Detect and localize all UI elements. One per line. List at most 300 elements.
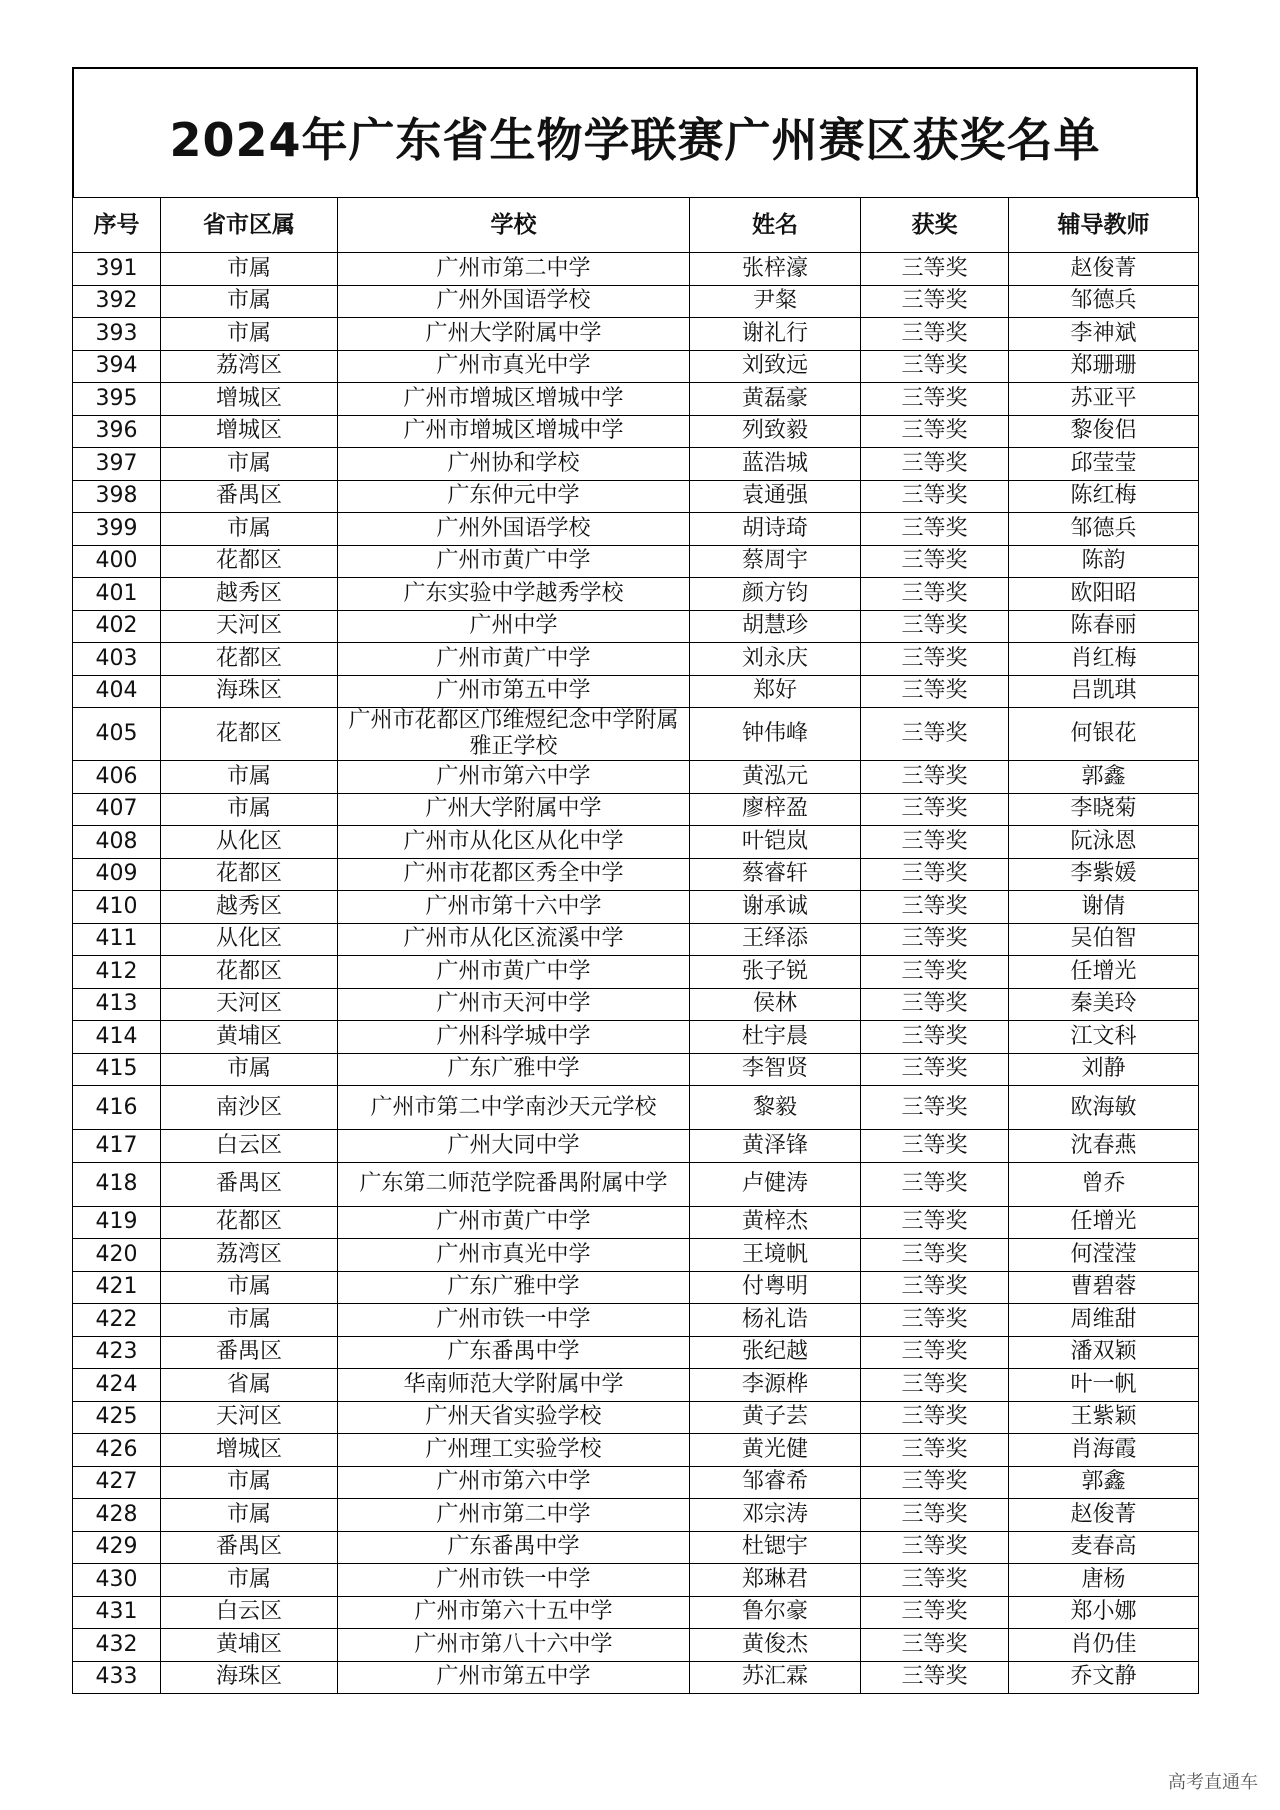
cell-award: 三等奖 — [861, 1596, 1009, 1629]
cell-district: 花都区 — [161, 1206, 338, 1239]
cell-school: 广东番禺中学 — [338, 1531, 690, 1564]
cell-district: 市属 — [161, 318, 338, 351]
cell-name: 钟伟峰 — [690, 708, 861, 761]
cell-award: 三等奖 — [861, 285, 1009, 318]
cell-school: 广州市第二中学 — [338, 253, 690, 286]
cell-teacher: 邹德兵 — [1009, 285, 1199, 318]
cell-name: 张纪越 — [690, 1336, 861, 1369]
cell-award: 三等奖 — [861, 1206, 1009, 1239]
cell-award: 三等奖 — [861, 513, 1009, 546]
cell-district: 花都区 — [161, 708, 338, 761]
table-row — [73, 350, 1199, 383]
cell-district: 市属 — [161, 253, 338, 286]
table-row — [73, 285, 1199, 318]
table-row — [73, 513, 1199, 546]
col-header-award: 获奖 — [861, 198, 1009, 253]
table-row — [73, 1596, 1199, 1629]
cell-number: 431 — [73, 1596, 161, 1629]
cell-name: 黄子芸 — [690, 1401, 861, 1434]
cell-school: 广州市真光中学 — [338, 1239, 690, 1272]
cell-teacher: 乔文静 — [1009, 1661, 1199, 1694]
cell-school: 广东番禺中学 — [338, 1336, 690, 1369]
cell-district: 市属 — [161, 448, 338, 481]
cell-number: 415 — [73, 1053, 161, 1086]
cell-teacher: 欧阳昭 — [1009, 578, 1199, 611]
cell-name: 鲁尔豪 — [690, 1596, 861, 1629]
table-row — [73, 1239, 1199, 1272]
cell-teacher: 吕凯琪 — [1009, 675, 1199, 708]
cell-school: 广州市第五中学 — [338, 1661, 690, 1694]
cell-name: 颜方钧 — [690, 578, 861, 611]
cell-award: 三等奖 — [861, 1021, 1009, 1054]
cell-teacher: 黎俊侣 — [1009, 415, 1199, 448]
cell-district: 荔湾区 — [161, 350, 338, 383]
col-header-number: 序号 — [73, 198, 161, 253]
cell-school: 广东广雅中学 — [338, 1053, 690, 1086]
cell-award: 三等奖 — [861, 318, 1009, 351]
cell-name: 谢礼行 — [690, 318, 861, 351]
cell-teacher: 唐杨 — [1009, 1564, 1199, 1597]
cell-award: 三等奖 — [861, 1434, 1009, 1467]
title-box — [72, 67, 1198, 197]
cell-school: 广州大同中学 — [338, 1130, 690, 1163]
cell-award: 三等奖 — [861, 1531, 1009, 1564]
table-row — [73, 643, 1199, 676]
cell-district: 花都区 — [161, 643, 338, 676]
cell-number: 424 — [73, 1369, 161, 1402]
cell-teacher: 何银花 — [1009, 708, 1199, 761]
cell-award: 三等奖 — [861, 1466, 1009, 1499]
cell-number: 401 — [73, 578, 161, 611]
cell-name: 杜宇晨 — [690, 1021, 861, 1054]
cell-teacher: 欧海敏 — [1009, 1086, 1199, 1130]
cell-number: 428 — [73, 1499, 161, 1532]
cell-name: 廖梓盈 — [690, 793, 861, 826]
cell-teacher: 叶一帆 — [1009, 1369, 1199, 1402]
cell-teacher: 邹德兵 — [1009, 513, 1199, 546]
cell-number: 433 — [73, 1661, 161, 1694]
table-row — [73, 1271, 1199, 1304]
cell-school: 广州协和学校 — [338, 448, 690, 481]
cell-district: 南沙区 — [161, 1086, 338, 1130]
table-row — [73, 1162, 1199, 1206]
cell-teacher: 李紫媛 — [1009, 858, 1199, 891]
table-row — [73, 1466, 1199, 1499]
cell-award: 三等奖 — [861, 253, 1009, 286]
cell-award: 三等奖 — [861, 1369, 1009, 1402]
cell-number: 426 — [73, 1434, 161, 1467]
table-row — [73, 253, 1199, 286]
cell-number: 396 — [73, 415, 161, 448]
cell-district: 花都区 — [161, 545, 338, 578]
cell-district: 市属 — [161, 1564, 338, 1597]
cell-name: 叶铠岚 — [690, 826, 861, 859]
table-row — [73, 923, 1199, 956]
table-row — [73, 1369, 1199, 1402]
cell-district: 市属 — [161, 1304, 338, 1337]
cell-district: 市属 — [161, 1271, 338, 1304]
cell-district: 增城区 — [161, 383, 338, 416]
cell-award: 三等奖 — [861, 1271, 1009, 1304]
table-row — [73, 1336, 1199, 1369]
cell-name: 杨礼诰 — [690, 1304, 861, 1337]
cell-school: 广州市黄广中学 — [338, 545, 690, 578]
cell-district: 黄埔区 — [161, 1629, 338, 1662]
cell-school: 广州外国语学校 — [338, 285, 690, 318]
cell-award: 三等奖 — [861, 610, 1009, 643]
cell-teacher: 吴伯智 — [1009, 923, 1199, 956]
table-row — [73, 1401, 1199, 1434]
cell-number: 410 — [73, 891, 161, 924]
cell-district: 黄埔区 — [161, 1021, 338, 1054]
cell-name: 王境帆 — [690, 1239, 861, 1272]
cell-number: 400 — [73, 545, 161, 578]
cell-teacher: 苏亚平 — [1009, 383, 1199, 416]
table-row — [73, 708, 1199, 761]
cell-school: 广东第二师范学院番禺附属中学 — [338, 1162, 690, 1206]
page-title: 2024年广东省生物学联赛广州赛区获奖名单 — [169, 113, 1101, 167]
cell-school: 广州市黄广中学 — [338, 956, 690, 989]
cell-school: 广州市铁一中学 — [338, 1304, 690, 1337]
cell-award: 三等奖 — [861, 578, 1009, 611]
table-row — [73, 578, 1199, 611]
table-row — [73, 383, 1199, 416]
cell-name: 邓宗涛 — [690, 1499, 861, 1532]
cell-teacher: 肖海霞 — [1009, 1434, 1199, 1467]
cell-school: 广州市从化区从化中学 — [338, 826, 690, 859]
cell-award: 三等奖 — [861, 1053, 1009, 1086]
cell-school: 华南师范大学附属中学 — [338, 1369, 690, 1402]
cell-teacher: 郭鑫 — [1009, 761, 1199, 794]
table-row — [73, 545, 1199, 578]
col-header-district: 省市区属 — [161, 198, 338, 253]
cell-award: 三等奖 — [861, 956, 1009, 989]
cell-award: 三等奖 — [861, 826, 1009, 859]
cell-number: 393 — [73, 318, 161, 351]
cell-name: 尹粲 — [690, 285, 861, 318]
cell-school: 广州市第六中学 — [338, 1466, 690, 1499]
cell-school: 广州市天河中学 — [338, 988, 690, 1021]
cell-number: 421 — [73, 1271, 161, 1304]
cell-name: 郑琳君 — [690, 1564, 861, 1597]
cell-number: 430 — [73, 1564, 161, 1597]
cell-award: 三等奖 — [861, 988, 1009, 1021]
cell-award: 三等奖 — [861, 1304, 1009, 1337]
table-row — [73, 675, 1199, 708]
cell-school: 广东仲元中学 — [338, 480, 690, 513]
table-row — [73, 1021, 1199, 1054]
cell-district: 番禺区 — [161, 480, 338, 513]
cell-award: 三等奖 — [861, 1499, 1009, 1532]
cell-school: 广州外国语学校 — [338, 513, 690, 546]
cell-teacher: 阮泳恩 — [1009, 826, 1199, 859]
cell-school: 广东广雅中学 — [338, 1271, 690, 1304]
table-row — [73, 1053, 1199, 1086]
cell-award: 三等奖 — [861, 1239, 1009, 1272]
cell-school: 广州中学 — [338, 610, 690, 643]
cell-teacher: 秦美玲 — [1009, 988, 1199, 1021]
cell-teacher: 陈春丽 — [1009, 610, 1199, 643]
award-table — [72, 197, 1199, 1694]
cell-number: 392 — [73, 285, 161, 318]
cell-number: 412 — [73, 956, 161, 989]
cell-name: 苏汇霖 — [690, 1661, 861, 1694]
cell-district: 越秀区 — [161, 891, 338, 924]
table-row — [73, 1499, 1199, 1532]
cell-district: 增城区 — [161, 1434, 338, 1467]
cell-number: 405 — [73, 708, 161, 761]
cell-name: 卢健涛 — [690, 1162, 861, 1206]
cell-school: 广州科学城中学 — [338, 1021, 690, 1054]
cell-number: 394 — [73, 350, 161, 383]
cell-name: 付粤明 — [690, 1271, 861, 1304]
cell-name: 黄泽锋 — [690, 1130, 861, 1163]
cell-district: 增城区 — [161, 415, 338, 448]
cell-teacher: 郑珊珊 — [1009, 350, 1199, 383]
cell-award: 三等奖 — [861, 1086, 1009, 1130]
cell-award: 三等奖 — [861, 761, 1009, 794]
cell-number: 409 — [73, 858, 161, 891]
cell-award: 三等奖 — [861, 643, 1009, 676]
table-row — [73, 988, 1199, 1021]
cell-school: 广州市从化区流溪中学 — [338, 923, 690, 956]
col-header-name: 姓名 — [690, 198, 861, 253]
cell-district: 番禺区 — [161, 1162, 338, 1206]
cell-teacher: 肖仍佳 — [1009, 1629, 1199, 1662]
cell-number: 423 — [73, 1336, 161, 1369]
cell-teacher: 李晓菊 — [1009, 793, 1199, 826]
cell-teacher: 谢倩 — [1009, 891, 1199, 924]
cell-number: 391 — [73, 253, 161, 286]
cell-teacher: 王紫颖 — [1009, 1401, 1199, 1434]
cell-district: 从化区 — [161, 826, 338, 859]
table-row — [73, 1086, 1199, 1130]
cell-name: 王绎添 — [690, 923, 861, 956]
cell-name: 刘永庆 — [690, 643, 861, 676]
table-row — [73, 415, 1199, 448]
cell-number: 420 — [73, 1239, 161, 1272]
cell-award: 三等奖 — [861, 1130, 1009, 1163]
cell-teacher: 邱莹莹 — [1009, 448, 1199, 481]
table-row — [73, 1531, 1199, 1564]
cell-district: 越秀区 — [161, 578, 338, 611]
table-row — [73, 956, 1199, 989]
table-row — [73, 480, 1199, 513]
cell-award: 三等奖 — [861, 793, 1009, 826]
table-row — [73, 826, 1199, 859]
cell-teacher: 刘静 — [1009, 1053, 1199, 1086]
cell-number: 406 — [73, 761, 161, 794]
cell-number: 398 — [73, 480, 161, 513]
cell-award: 三等奖 — [861, 1661, 1009, 1694]
table-row — [73, 318, 1199, 351]
cell-number: 395 — [73, 383, 161, 416]
table-row — [73, 858, 1199, 891]
cell-school: 广州市第二中学 — [338, 1499, 690, 1532]
cell-school: 广州市黄广中学 — [338, 643, 690, 676]
cell-school: 广州市第五中学 — [338, 675, 690, 708]
table-row — [73, 1564, 1199, 1597]
cell-number: 414 — [73, 1021, 161, 1054]
cell-district: 海珠区 — [161, 1661, 338, 1694]
cell-name: 谢承诚 — [690, 891, 861, 924]
cell-school: 广州市第六中学 — [338, 761, 690, 794]
cell-teacher: 曹碧蓉 — [1009, 1271, 1199, 1304]
cell-teacher: 任增光 — [1009, 1206, 1199, 1239]
cell-district: 省属 — [161, 1369, 338, 1402]
cell-teacher: 郑小娜 — [1009, 1596, 1199, 1629]
cell-award: 三等奖 — [861, 1162, 1009, 1206]
cell-name: 刘致远 — [690, 350, 861, 383]
cell-award: 三等奖 — [861, 480, 1009, 513]
table-row — [73, 1434, 1199, 1467]
cell-name: 邹睿希 — [690, 1466, 861, 1499]
cell-district: 市属 — [161, 513, 338, 546]
cell-award: 三等奖 — [861, 1336, 1009, 1369]
cell-number: 397 — [73, 448, 161, 481]
cell-school: 广州理工实验学校 — [338, 1434, 690, 1467]
cell-number: 419 — [73, 1206, 161, 1239]
cell-teacher: 赵俊菁 — [1009, 253, 1199, 286]
cell-teacher: 周维甜 — [1009, 1304, 1199, 1337]
cell-name: 黄光健 — [690, 1434, 861, 1467]
cell-teacher: 沈春燕 — [1009, 1130, 1199, 1163]
cell-district: 从化区 — [161, 923, 338, 956]
cell-name: 杜锶宇 — [690, 1531, 861, 1564]
cell-award: 三等奖 — [861, 383, 1009, 416]
cell-teacher: 任增光 — [1009, 956, 1199, 989]
cell-award: 三等奖 — [861, 858, 1009, 891]
cell-number: 404 — [73, 675, 161, 708]
col-header-school: 学校 — [338, 198, 690, 253]
cell-school: 广州市铁一中学 — [338, 1564, 690, 1597]
cell-name: 黄泓元 — [690, 761, 861, 794]
cell-school: 广州市增城区增城中学 — [338, 383, 690, 416]
cell-teacher: 江文科 — [1009, 1021, 1199, 1054]
cell-number: 403 — [73, 643, 161, 676]
cell-name: 李源桦 — [690, 1369, 861, 1402]
cell-teacher: 肖红梅 — [1009, 643, 1199, 676]
cell-district: 市属 — [161, 285, 338, 318]
cell-district: 白云区 — [161, 1130, 338, 1163]
cell-school: 广州市第二中学南沙天元学校 — [338, 1086, 690, 1130]
cell-number: 407 — [73, 793, 161, 826]
cell-name: 张梓濠 — [690, 253, 861, 286]
cell-award: 三等奖 — [861, 448, 1009, 481]
watermark: 高考直通车 — [1168, 1772, 1258, 1793]
cell-teacher: 何滢滢 — [1009, 1239, 1199, 1272]
cell-district: 白云区 — [161, 1596, 338, 1629]
table-row — [73, 793, 1199, 826]
cell-number: 402 — [73, 610, 161, 643]
cell-teacher: 陈韵 — [1009, 545, 1199, 578]
table-row — [73, 1206, 1199, 1239]
cell-number: 425 — [73, 1401, 161, 1434]
cell-district: 天河区 — [161, 988, 338, 1021]
cell-district: 市属 — [161, 1499, 338, 1532]
cell-award: 三等奖 — [861, 675, 1009, 708]
cell-teacher: 赵俊菁 — [1009, 1499, 1199, 1532]
table-row — [73, 1629, 1199, 1662]
cell-district: 市属 — [161, 761, 338, 794]
cell-teacher: 陈红梅 — [1009, 480, 1199, 513]
cell-award: 三等奖 — [861, 1564, 1009, 1597]
cell-district: 花都区 — [161, 956, 338, 989]
table-row — [73, 610, 1199, 643]
cell-number: 416 — [73, 1086, 161, 1130]
cell-number: 413 — [73, 988, 161, 1021]
cell-district: 海珠区 — [161, 675, 338, 708]
cell-district: 市属 — [161, 1053, 338, 1086]
cell-district: 天河区 — [161, 610, 338, 643]
cell-number: 417 — [73, 1130, 161, 1163]
cell-district: 市属 — [161, 793, 338, 826]
cell-name: 蓝浩城 — [690, 448, 861, 481]
award-list-sheet — [72, 67, 1198, 1694]
cell-district: 番禺区 — [161, 1336, 338, 1369]
cell-number: 432 — [73, 1629, 161, 1662]
cell-name: 蔡睿轩 — [690, 858, 861, 891]
cell-school: 广州大学附属中学 — [338, 793, 690, 826]
cell-name: 胡诗琦 — [690, 513, 861, 546]
cell-award: 三等奖 — [861, 545, 1009, 578]
table-row — [73, 891, 1199, 924]
cell-name: 黄磊豪 — [690, 383, 861, 416]
cell-school: 广州大学附属中学 — [338, 318, 690, 351]
cell-school: 广州市第八十六中学 — [338, 1629, 690, 1662]
cell-name: 胡慧珍 — [690, 610, 861, 643]
table-row — [73, 1661, 1199, 1694]
cell-award: 三等奖 — [861, 1629, 1009, 1662]
table-row — [73, 761, 1199, 794]
cell-teacher: 曾乔 — [1009, 1162, 1199, 1206]
cell-district: 花都区 — [161, 858, 338, 891]
cell-district: 荔湾区 — [161, 1239, 338, 1272]
cell-award: 三等奖 — [861, 923, 1009, 956]
cell-name: 黄梓杰 — [690, 1206, 861, 1239]
cell-award: 三等奖 — [861, 708, 1009, 761]
header-row — [73, 198, 1199, 253]
cell-number: 429 — [73, 1531, 161, 1564]
cell-award: 三等奖 — [861, 891, 1009, 924]
cell-number: 411 — [73, 923, 161, 956]
cell-name: 郑好 — [690, 675, 861, 708]
table-row — [73, 1130, 1199, 1163]
cell-name: 袁通强 — [690, 480, 861, 513]
cell-school: 广州市第六十五中学 — [338, 1596, 690, 1629]
cell-school: 广州市第十六中学 — [338, 891, 690, 924]
cell-name: 侯林 — [690, 988, 861, 1021]
cell-district: 番禺区 — [161, 1531, 338, 1564]
cell-teacher: 麦春高 — [1009, 1531, 1199, 1564]
cell-school: 广州市黄广中学 — [338, 1206, 690, 1239]
table-row — [73, 448, 1199, 481]
cell-name: 黄俊杰 — [690, 1629, 861, 1662]
cell-name: 黎毅 — [690, 1086, 861, 1130]
cell-district: 市属 — [161, 1466, 338, 1499]
col-header-teacher: 辅导教师 — [1009, 198, 1199, 253]
cell-number: 418 — [73, 1162, 161, 1206]
cell-school: 广州天省实验学校 — [338, 1401, 690, 1434]
cell-school: 广东实验中学越秀学校 — [338, 578, 690, 611]
cell-school: 广州市增城区增城中学 — [338, 415, 690, 448]
cell-school: 广州市真光中学 — [338, 350, 690, 383]
cell-number: 422 — [73, 1304, 161, 1337]
cell-number: 408 — [73, 826, 161, 859]
cell-name: 张子锐 — [690, 956, 861, 989]
cell-award: 三等奖 — [861, 415, 1009, 448]
cell-teacher: 李神斌 — [1009, 318, 1199, 351]
